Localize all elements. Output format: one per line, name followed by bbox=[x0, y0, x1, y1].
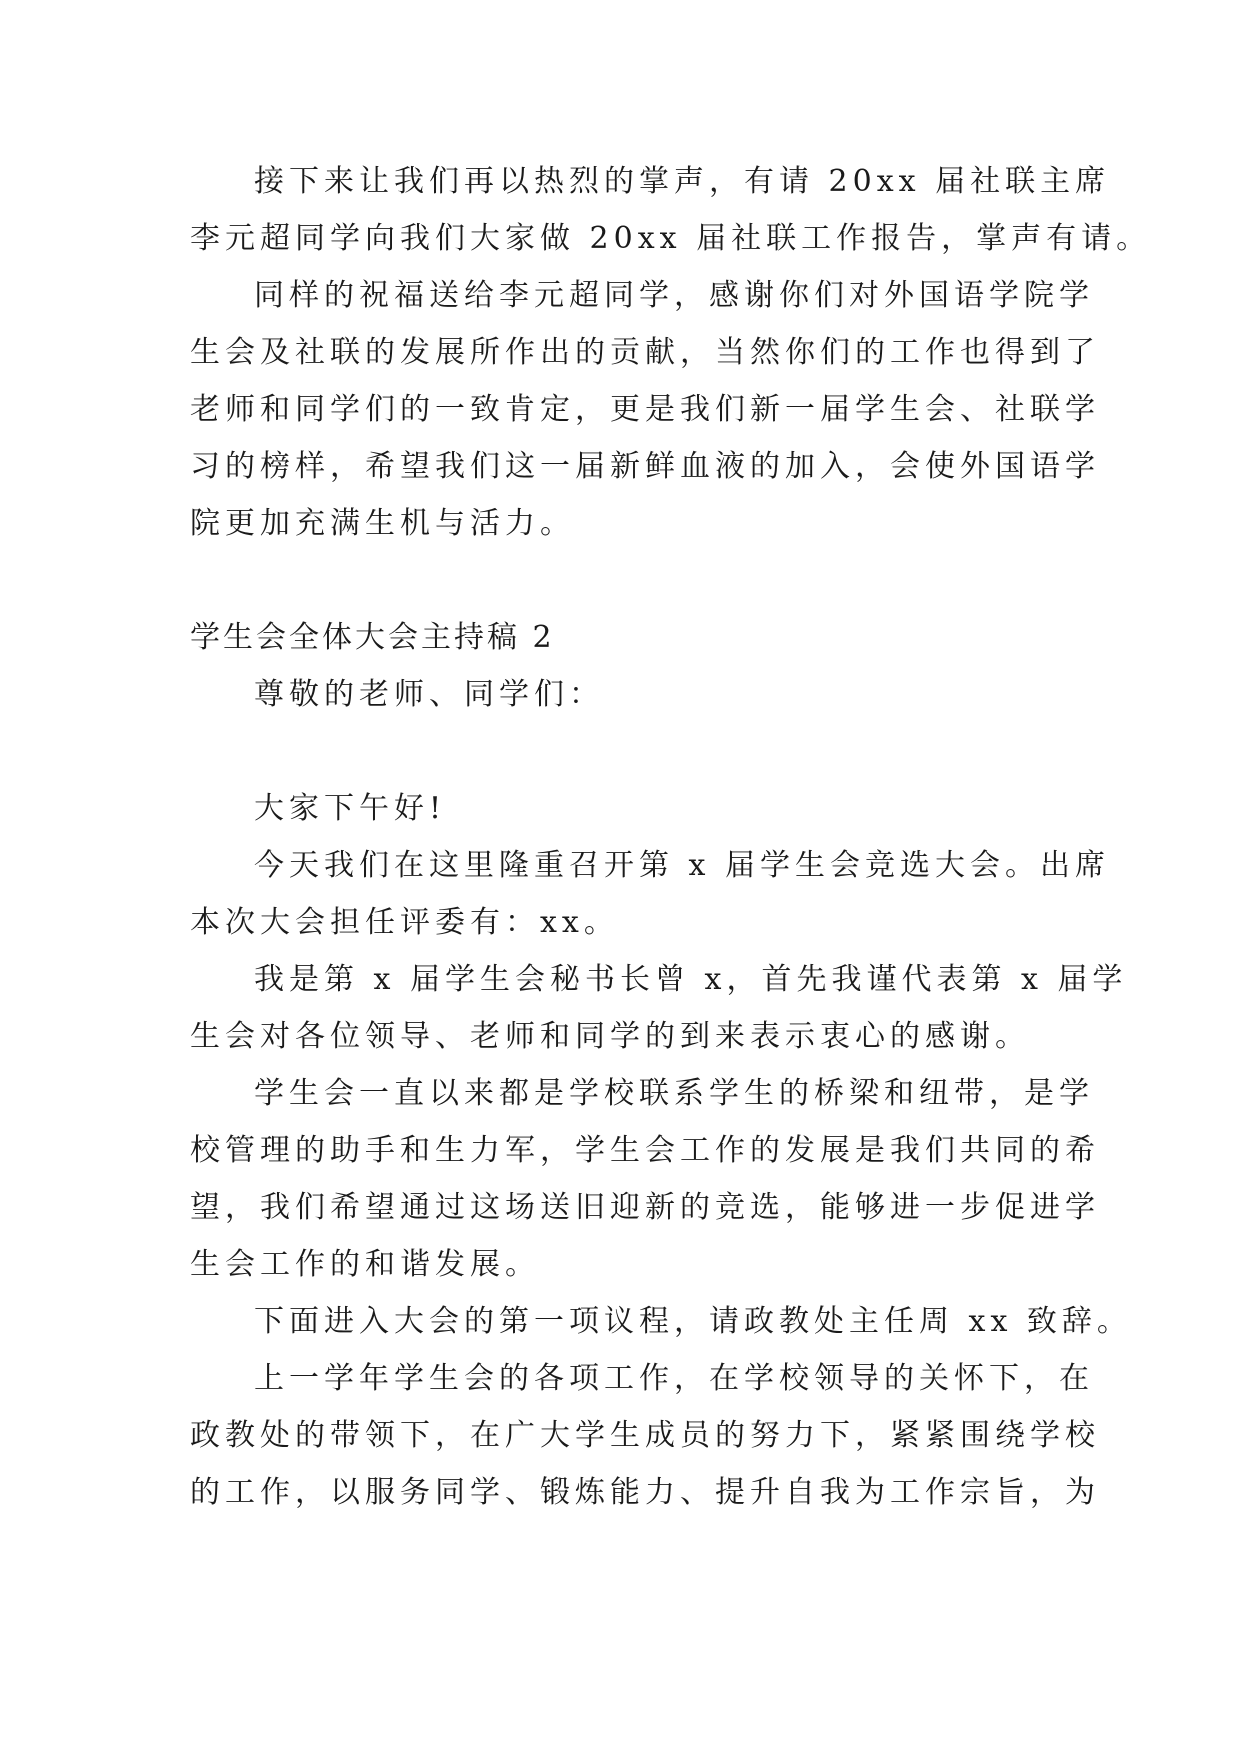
text-line: 望，我们希望通过这场送旧迎新的竞选，能够进一步促进学 bbox=[190, 1190, 1100, 1225]
text-line: 下面进入大会的第一项议程，请政教处主任周 xx 致辞。 bbox=[254, 1304, 1132, 1339]
text-line: 老师和同学们的一致肯定，更是我们新一届学生会、社联学 bbox=[190, 392, 1100, 427]
text-line: 生会工作的和谐发展。 bbox=[190, 1247, 540, 1282]
text-line: 上一学年学生会的各项工作，在学校领导的关怀下，在 bbox=[254, 1361, 1094, 1396]
text-line: 生会及社联的发展所作出的贡献，当然你们的工作也得到了 bbox=[190, 335, 1100, 370]
greeting: 大家下午好! bbox=[254, 791, 447, 826]
text-line: 习的榜样，希望我们这一届新鲜血液的加入，会使外国语学 bbox=[190, 449, 1100, 484]
text-line: 政教处的带领下，在广大学生成员的努力下，紧紧围绕学校 bbox=[190, 1418, 1100, 1453]
text-line: 本次大会担任评委有：xx。 bbox=[190, 905, 619, 940]
text-line: 接下来让我们再以热烈的掌声，有请 20xx 届社联主席 bbox=[254, 164, 1111, 199]
text-line: 的工作，以服务同学、锻炼能力、提升自我为工作宗旨，为 bbox=[190, 1475, 1100, 1510]
text-line: 同样的祝福送给李元超同学，感谢你们对外国语学院学 bbox=[254, 278, 1094, 313]
salutation: 尊敬的老师、同学们： bbox=[254, 677, 604, 712]
text-line: 校管理的助手和生力军，学生会工作的发展是我们共同的希 bbox=[190, 1133, 1100, 1168]
section-heading: 学生会全体大会主持稿 2 bbox=[190, 620, 555, 655]
text-line: 院更加充满生机与活力。 bbox=[190, 506, 575, 541]
text-line: 李元超同学向我们大家做 20xx 届社联工作报告，掌声有请。 bbox=[190, 221, 1152, 256]
text-line: 我是第 x 届学生会秘书长曾 x，首先我谨代表第 x 届学 bbox=[254, 962, 1128, 997]
text-line: 今天我们在这里隆重召开第 x 届学生会竞选大会。出席 bbox=[254, 848, 1110, 883]
text-line: 学生会一直以来都是学校联系学生的桥梁和纽带，是学 bbox=[254, 1076, 1094, 1111]
text-line: 生会对各位领导、老师和同学的到来表示衷心的感谢。 bbox=[190, 1019, 1030, 1054]
